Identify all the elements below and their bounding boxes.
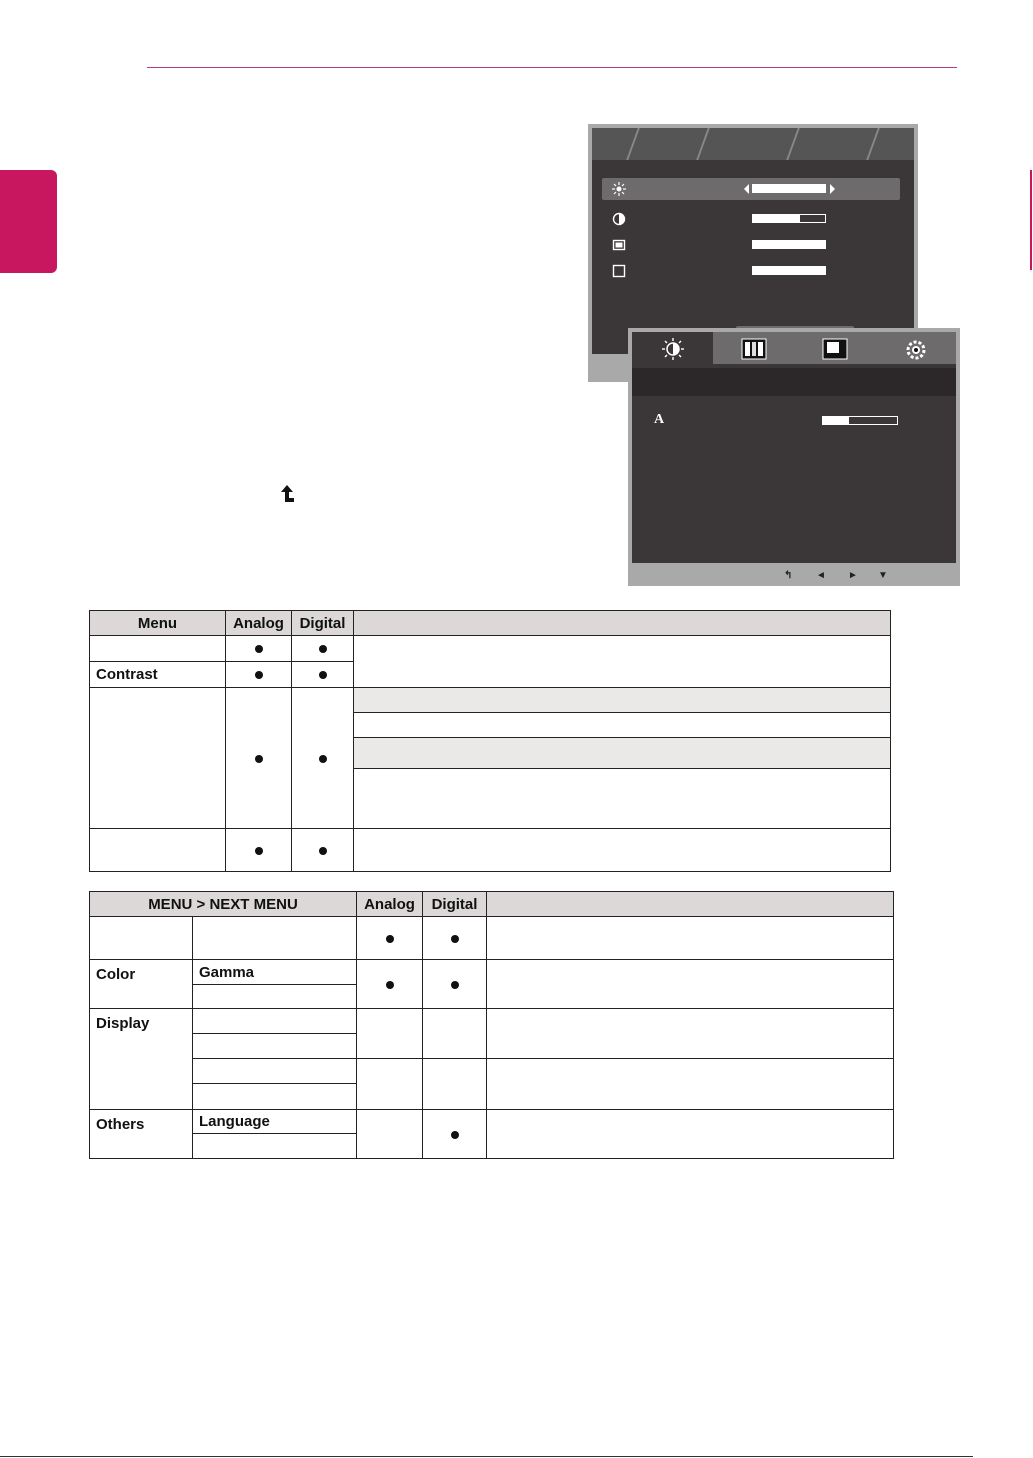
picture-icon bbox=[660, 338, 686, 360]
table-row bbox=[90, 1110, 894, 1134]
menu-cell bbox=[90, 636, 226, 662]
digital-cell bbox=[423, 1059, 487, 1110]
analog-cell bbox=[357, 960, 423, 1009]
osd-level-fill bbox=[753, 267, 825, 274]
osd-menu-main-panel bbox=[592, 128, 914, 354]
supported-dot bbox=[255, 847, 263, 855]
description-cell bbox=[487, 1059, 894, 1110]
next-menu-cell bbox=[193, 1009, 357, 1034]
osd-level-bar[interactable] bbox=[752, 214, 826, 223]
osd-menu-main-header bbox=[592, 128, 914, 160]
analog-cell bbox=[226, 829, 292, 872]
footer-back-key[interactable]: ↰ bbox=[784, 570, 793, 581]
digital-cell bbox=[423, 917, 487, 960]
menu-cell-others: Others bbox=[90, 1110, 193, 1159]
osd-tab-bar bbox=[632, 332, 956, 364]
analog-cell bbox=[226, 662, 292, 688]
analog-cell bbox=[357, 1059, 423, 1110]
header-digital: Digital bbox=[423, 892, 487, 917]
osd-level-bar[interactable] bbox=[752, 266, 826, 275]
osd-sub-level-bar[interactable] bbox=[822, 416, 898, 425]
supported-dot bbox=[255, 645, 263, 653]
header-menu-next: MENU > NEXT MENU bbox=[90, 892, 357, 917]
tab-color[interactable] bbox=[713, 332, 794, 364]
chapter-tab bbox=[0, 170, 57, 273]
back-arrow-icon bbox=[278, 484, 296, 504]
osd-row-monitor[interactable] bbox=[602, 234, 900, 256]
supported-dot bbox=[451, 1131, 459, 1139]
supported-dot bbox=[386, 981, 394, 989]
footer-right-key[interactable]: ► bbox=[848, 570, 858, 581]
header-analog: Analog bbox=[357, 892, 423, 917]
increase-arrow-icon[interactable] bbox=[830, 184, 835, 194]
next-menu-cell bbox=[193, 1084, 357, 1110]
next-menu-cell bbox=[193, 917, 357, 960]
decrease-arrow-icon[interactable] bbox=[744, 184, 749, 194]
next-menu-cell-gamma: Gamma bbox=[193, 960, 357, 985]
digital-cell bbox=[423, 960, 487, 1009]
supported-dot bbox=[451, 981, 459, 989]
osd-menu-sub bbox=[628, 328, 960, 586]
menu-cell-color: Color bbox=[90, 960, 193, 1009]
osd-footer bbox=[628, 566, 960, 586]
description-cell bbox=[354, 688, 891, 713]
font-glyph: A bbox=[654, 412, 665, 427]
table-row bbox=[90, 1009, 894, 1034]
table-row bbox=[90, 960, 894, 985]
description-cell bbox=[487, 917, 894, 960]
footer-left-key[interactable]: ◄ bbox=[816, 570, 826, 581]
analog-cell bbox=[357, 917, 423, 960]
osd-menu-sub-panel bbox=[632, 332, 956, 563]
digital-cell bbox=[423, 1009, 487, 1059]
right-margin-mark bbox=[1030, 170, 1032, 270]
osd-sub-header bbox=[632, 368, 956, 396]
menu-cell-contrast: Contrast bbox=[90, 662, 226, 688]
description-cell bbox=[487, 1009, 894, 1059]
digital-cell bbox=[292, 829, 354, 872]
osd-level-fill bbox=[753, 185, 825, 192]
digital-cell bbox=[423, 1110, 487, 1159]
others-icon bbox=[903, 338, 929, 362]
next-menu-cell bbox=[193, 1034, 357, 1059]
menu-cell-display: Display bbox=[90, 1009, 193, 1110]
supported-dot bbox=[451, 935, 459, 943]
header-analog: Analog bbox=[226, 611, 292, 636]
top-rule bbox=[147, 67, 957, 68]
color-icon bbox=[741, 338, 767, 360]
header-menu: Menu bbox=[90, 611, 226, 636]
footer-down-key[interactable]: ▼ bbox=[878, 570, 888, 581]
tab-display[interactable] bbox=[794, 332, 875, 364]
table-row bbox=[90, 688, 891, 713]
table-row bbox=[90, 917, 894, 960]
osd-level-fill bbox=[753, 241, 825, 248]
supported-dot bbox=[255, 755, 263, 763]
table-row bbox=[90, 636, 891, 662]
display-icon bbox=[822, 338, 848, 360]
osd-level-bar[interactable] bbox=[752, 184, 826, 193]
header-description bbox=[487, 892, 894, 917]
brightness-icon bbox=[612, 182, 626, 196]
next-menu-cell-language: Language bbox=[193, 1110, 357, 1134]
osd-level-bar[interactable] bbox=[752, 240, 826, 249]
menu-cell bbox=[90, 829, 226, 872]
monitor-icon bbox=[612, 238, 626, 252]
supported-dot bbox=[386, 935, 394, 943]
description-cell bbox=[487, 1110, 894, 1159]
supported-dot bbox=[319, 645, 327, 653]
analog-cell bbox=[226, 688, 292, 829]
tab-others[interactable] bbox=[875, 332, 956, 364]
sub-menu-table bbox=[89, 891, 894, 1159]
description-cell bbox=[354, 738, 891, 769]
tab-picture[interactable] bbox=[632, 332, 713, 364]
osd-sub-level-fill bbox=[823, 417, 849, 424]
digital-cell bbox=[292, 662, 354, 688]
supported-dot bbox=[255, 671, 263, 679]
supported-dot bbox=[319, 755, 327, 763]
description-cell bbox=[354, 769, 891, 829]
osd-row-square[interactable] bbox=[602, 260, 900, 282]
description-cell bbox=[487, 960, 894, 1009]
analog-cell bbox=[357, 1009, 423, 1059]
analog-cell bbox=[357, 1110, 423, 1159]
next-menu-cell bbox=[193, 1134, 357, 1159]
table-row bbox=[90, 829, 891, 872]
osd-level-fill bbox=[753, 215, 800, 222]
table-row bbox=[90, 1059, 894, 1084]
supported-dot bbox=[319, 671, 327, 679]
square-icon bbox=[612, 264, 626, 278]
digital-cell bbox=[292, 688, 354, 829]
description-cell bbox=[354, 713, 891, 738]
menu-cell bbox=[90, 917, 193, 960]
digital-cell bbox=[292, 636, 354, 662]
header-digital: Digital bbox=[292, 611, 354, 636]
osd-sub-row[interactable] bbox=[654, 412, 934, 430]
supported-dot bbox=[319, 847, 327, 855]
next-menu-cell bbox=[193, 985, 357, 1009]
menu-cell bbox=[90, 688, 226, 829]
contrast-icon bbox=[612, 212, 626, 226]
next-menu-cell bbox=[193, 1059, 357, 1084]
bottom-rule bbox=[0, 1456, 973, 1457]
description-cell bbox=[354, 636, 891, 688]
osd-row-contrast[interactable] bbox=[602, 208, 900, 230]
header-description bbox=[354, 611, 891, 636]
osd-row-brightness[interactable] bbox=[602, 178, 900, 200]
description-cell bbox=[354, 829, 891, 872]
menu-table bbox=[89, 610, 891, 872]
analog-cell bbox=[226, 636, 292, 662]
